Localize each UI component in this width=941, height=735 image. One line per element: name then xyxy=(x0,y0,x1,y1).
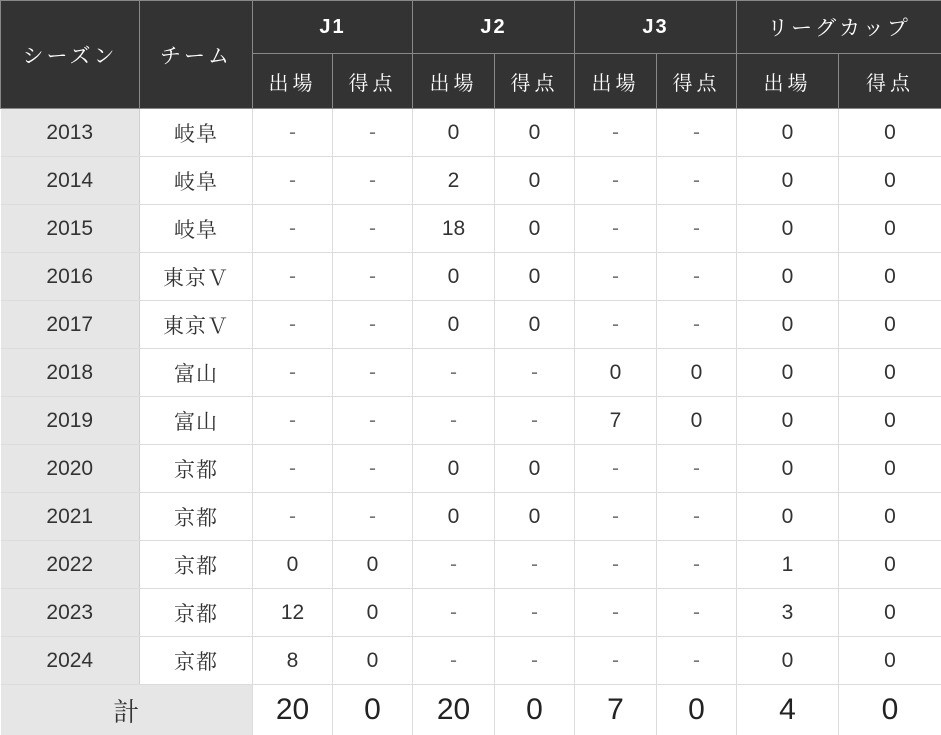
j2-apps-cell: - xyxy=(413,589,495,637)
team-cell: 東京Ｖ xyxy=(140,253,253,301)
j3-goals-cell: 0 xyxy=(657,349,737,397)
j1-goals-cell: - xyxy=(333,493,413,541)
team-cell: 東京Ｖ xyxy=(140,301,253,349)
table-row xyxy=(1,253,941,301)
cup-goals-cell: 0 xyxy=(839,205,941,253)
j2-goals-header: 得点 xyxy=(495,54,575,109)
j2-goals-cell: - xyxy=(495,397,575,445)
j1-goals-cell: - xyxy=(333,109,413,157)
j1-apps-cell: 12 xyxy=(253,589,333,637)
j2-goals-cell: 0 xyxy=(495,493,575,541)
j1-goals-cell: 0 xyxy=(333,541,413,589)
table-row xyxy=(1,301,941,349)
j1-goals-cell: - xyxy=(333,157,413,205)
table-body xyxy=(1,109,941,685)
j2-goals-cell: 0 xyxy=(495,205,575,253)
j2-goals-cell: - xyxy=(495,541,575,589)
cup-apps-cell: 1 xyxy=(737,541,839,589)
j2-apps-cell: - xyxy=(413,397,495,445)
j2-apps-header: 出場 xyxy=(413,54,495,109)
j1-apps-header: 出場 xyxy=(253,54,333,109)
j2-apps-cell: 0 xyxy=(413,445,495,493)
team-cell: 京都 xyxy=(140,589,253,637)
cup-apps-cell: 0 xyxy=(737,349,839,397)
cup-goals-cell: 0 xyxy=(839,541,941,589)
cup-goals-cell: 0 xyxy=(839,493,941,541)
total-j2-goals: 0 xyxy=(495,685,575,735)
j2-apps-cell: 18 xyxy=(413,205,495,253)
j3-goals-cell: - xyxy=(657,445,737,493)
season-cell: 2017 xyxy=(1,301,140,349)
j2-apps-cell: 0 xyxy=(413,109,495,157)
season-cell: 2016 xyxy=(1,253,140,301)
j1-goals-cell: - xyxy=(333,445,413,493)
table-row xyxy=(1,397,941,445)
season-column-header: シーズン xyxy=(1,1,140,109)
cup-goals-cell: 0 xyxy=(839,253,941,301)
team-cell: 京都 xyxy=(140,445,253,493)
table-row xyxy=(1,109,941,157)
j2-apps-cell: 0 xyxy=(413,253,495,301)
j2-goals-cell: 0 xyxy=(495,445,575,493)
cup-apps-cell: 0 xyxy=(737,493,839,541)
cup-goals-cell: 0 xyxy=(839,301,941,349)
j2-goals-cell: - xyxy=(495,349,575,397)
j3-goals-cell: - xyxy=(657,205,737,253)
cup-apps-cell: 0 xyxy=(737,157,839,205)
table-row xyxy=(1,445,941,493)
cup-goals-cell: 0 xyxy=(839,157,941,205)
total-j1-goals: 0 xyxy=(333,685,413,735)
cup-apps-cell: 0 xyxy=(737,397,839,445)
j3-goals-cell: - xyxy=(657,541,737,589)
j1-apps-cell: - xyxy=(253,445,333,493)
j3-goals-header: 得点 xyxy=(657,54,737,109)
j3-goals-cell: - xyxy=(657,157,737,205)
j3-apps-cell: - xyxy=(575,301,657,349)
j2-apps-cell: 0 xyxy=(413,301,495,349)
table-row xyxy=(1,637,941,685)
season-cell: 2021 xyxy=(1,493,140,541)
table-row xyxy=(1,589,941,637)
j1-goals-cell: 0 xyxy=(333,637,413,685)
total-j2-apps: 20 xyxy=(413,685,495,735)
j2-apps-cell: 0 xyxy=(413,493,495,541)
j2-apps-cell: 2 xyxy=(413,157,495,205)
cup-apps-cell: 0 xyxy=(737,445,839,493)
j3-apps-cell: - xyxy=(575,589,657,637)
j3-apps-cell: 0 xyxy=(575,349,657,397)
j1-apps-cell: - xyxy=(253,205,333,253)
j3-apps-cell: 7 xyxy=(575,397,657,445)
j1-goals-header: 得点 xyxy=(333,54,413,109)
j3-goals-cell: - xyxy=(657,301,737,349)
j1-goals-cell: - xyxy=(333,253,413,301)
j3-column-header: J3 xyxy=(575,1,737,54)
j1-column-header: J1 xyxy=(253,1,413,54)
season-cell: 2015 xyxy=(1,205,140,253)
season-cell: 2018 xyxy=(1,349,140,397)
j3-goals-cell: 0 xyxy=(657,397,737,445)
cup-apps-cell: 0 xyxy=(737,301,839,349)
j1-apps-cell: - xyxy=(253,157,333,205)
cup-apps-cell: 0 xyxy=(737,205,839,253)
team-cell: 富山 xyxy=(140,397,253,445)
cup-goals-cell: 0 xyxy=(839,589,941,637)
total-j3-goals: 0 xyxy=(657,685,737,735)
cup-apps-cell: 3 xyxy=(737,589,839,637)
header-row-competitions xyxy=(1,1,941,54)
table-header xyxy=(1,1,941,109)
j3-goals-cell: - xyxy=(657,253,737,301)
cup-goals-cell: 0 xyxy=(839,349,941,397)
j1-apps-cell: - xyxy=(253,109,333,157)
season-cell: 2019 xyxy=(1,397,140,445)
cup-apps-cell: 0 xyxy=(737,637,839,685)
table-row xyxy=(1,157,941,205)
j2-apps-cell: - xyxy=(413,349,495,397)
j2-apps-cell: - xyxy=(413,637,495,685)
j1-goals-cell: 0 xyxy=(333,589,413,637)
team-cell: 富山 xyxy=(140,349,253,397)
team-cell: 京都 xyxy=(140,493,253,541)
j1-goals-cell: - xyxy=(333,301,413,349)
team-cell: 岐阜 xyxy=(140,157,253,205)
j3-apps-cell: - xyxy=(575,253,657,301)
j3-apps-cell: - xyxy=(575,157,657,205)
j2-goals-cell: - xyxy=(495,637,575,685)
cup-apps-header: 出場 xyxy=(737,54,839,109)
table-row xyxy=(1,205,941,253)
j1-apps-cell: - xyxy=(253,349,333,397)
j1-goals-cell: - xyxy=(333,397,413,445)
total-j1-apps: 20 xyxy=(253,685,333,735)
totals-label: 計 xyxy=(1,685,253,735)
team-cell: 岐阜 xyxy=(140,205,253,253)
j3-goals-cell: - xyxy=(657,493,737,541)
j1-apps-cell: 8 xyxy=(253,637,333,685)
table-row xyxy=(1,541,941,589)
table-row xyxy=(1,493,941,541)
j1-apps-cell: 0 xyxy=(253,541,333,589)
season-cell: 2022 xyxy=(1,541,140,589)
total-cup-goals: 0 xyxy=(839,685,941,735)
j3-apps-cell: - xyxy=(575,541,657,589)
total-j3-apps: 7 xyxy=(575,685,657,735)
cup-apps-cell: 0 xyxy=(737,253,839,301)
cup-goals-cell: 0 xyxy=(839,637,941,685)
j3-apps-cell: - xyxy=(575,637,657,685)
team-cell: 京都 xyxy=(140,637,253,685)
j2-goals-cell: 0 xyxy=(495,253,575,301)
j1-apps-cell: - xyxy=(253,493,333,541)
season-cell: 2020 xyxy=(1,445,140,493)
table-row xyxy=(1,349,941,397)
j1-apps-cell: - xyxy=(253,301,333,349)
j2-goals-cell: - xyxy=(495,589,575,637)
j3-goals-cell: - xyxy=(657,589,737,637)
cup-goals-header: 得点 xyxy=(839,54,941,109)
j3-apps-cell: - xyxy=(575,205,657,253)
j2-goals-cell: 0 xyxy=(495,109,575,157)
j2-goals-cell: 0 xyxy=(495,157,575,205)
j3-apps-header: 出場 xyxy=(575,54,657,109)
j2-goals-cell: 0 xyxy=(495,301,575,349)
j3-goals-cell: - xyxy=(657,109,737,157)
season-cell: 2024 xyxy=(1,637,140,685)
team-cell: 京都 xyxy=(140,541,253,589)
cup-apps-cell: 0 xyxy=(737,109,839,157)
j1-goals-cell: - xyxy=(333,205,413,253)
team-cell: 岐阜 xyxy=(140,109,253,157)
j1-apps-cell: - xyxy=(253,253,333,301)
j2-column-header: J2 xyxy=(413,1,575,54)
totals-row xyxy=(1,685,941,735)
j2-apps-cell: - xyxy=(413,541,495,589)
j3-apps-cell: - xyxy=(575,493,657,541)
j1-goals-cell: - xyxy=(333,349,413,397)
table-footer xyxy=(1,685,941,735)
cup-goals-cell: 0 xyxy=(839,109,941,157)
league-cup-column-header: リーグカップ xyxy=(737,1,941,54)
season-cell: 2013 xyxy=(1,109,140,157)
j3-apps-cell: - xyxy=(575,445,657,493)
team-column-header: チーム xyxy=(140,1,253,109)
season-cell: 2014 xyxy=(1,157,140,205)
season-cell: 2023 xyxy=(1,589,140,637)
total-cup-apps: 4 xyxy=(737,685,839,735)
j3-goals-cell: - xyxy=(657,637,737,685)
cup-goals-cell: 0 xyxy=(839,397,941,445)
j3-apps-cell: - xyxy=(575,109,657,157)
cup-goals-cell: 0 xyxy=(839,445,941,493)
j1-apps-cell: - xyxy=(253,397,333,445)
